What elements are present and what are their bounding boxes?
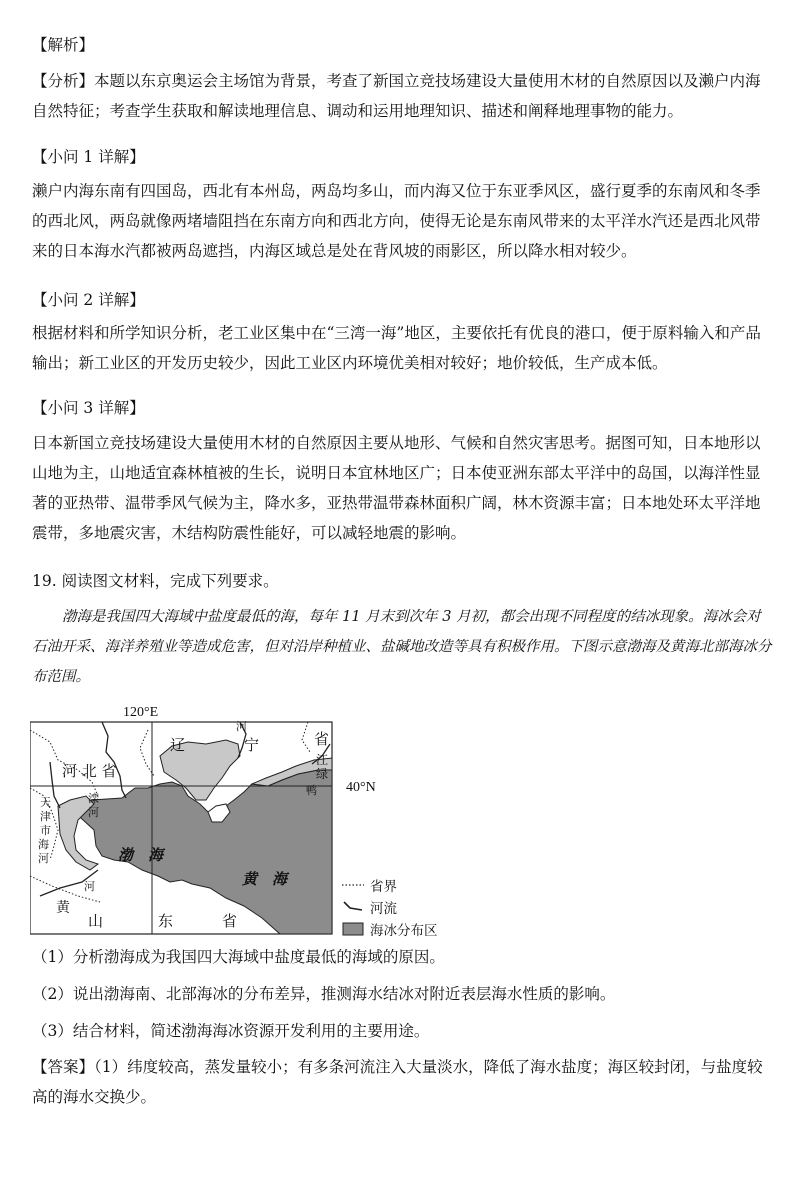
legend-river-label: 河流	[370, 901, 397, 917]
q1-heading: 【小问 1 详解】	[32, 148, 145, 166]
legend-boundary-label: 省界	[370, 879, 397, 895]
ice-legend-icon	[342, 922, 364, 936]
legend-boundary	[342, 875, 397, 895]
legend-ice	[342, 919, 438, 939]
label-bohai-1: 渤	[118, 846, 134, 864]
label-liao-river: 河	[236, 720, 247, 733]
q1-paragraph: 濑户内海东南有四国岛，西北有本州岛，两岛均多山，而内海又位于东亚季风区，盛行夏季的东南风和冬季的西北风，两岛就像两堵墙阻挡在东南方向和西北方向，使得无论是东南风带来的太平洋水汽还是西北风带来的日本海水汽都被两岛遮挡，内海区域总是处在背风坡的雨影区，所以降水相对较少。	[32, 182, 761, 260]
label-bohai-2: 海	[148, 846, 164, 864]
label-huanghai-1: 黄	[242, 870, 258, 888]
label-liao: 辽	[170, 736, 186, 754]
label-shandong-sheng: 省	[222, 912, 238, 930]
q3-paragraph: 日本新国立竞技场建设大量使用木材的自然原因主要从地形、气候和自然灾害思考。据图可知，日本地形以山地为主，山地适宜森林植被的生长，说明日本宜林地区广；日本使亚洲东部太平洋中的岛国，以海洋性显著的亚热带、温带季风气候为主，降水多，亚热带温带森林面积广阔，林木资源丰富；日本地处环太平洋地震带，多地震灾害，木结构防震性能好，可以减轻地震的影响。	[32, 434, 761, 542]
label-luan: 滦	[88, 792, 99, 805]
answer-paragraph	[32, 1052, 772, 1112]
label-luan-he: 河	[88, 806, 99, 819]
material-paragraph: 渤海是我国四大海域中盐度最低的海，每年 11 月末到次年 3 月初，都会出现不同程度的结冰现象。海冰会对石油开采、海洋养殖业等造成危害，但对沿岸种植业、盐碱地改造等具有积极作用。下图示意渤海及黄海北部海冰分布范围。	[32, 609, 772, 685]
label-jiang: 江	[316, 753, 329, 767]
sub-question-3: （3）结合材料，简述渤海海冰资源开发利用的主要用途。	[32, 1022, 430, 1040]
sub-question-1: （1）分析渤海成为我国四大海域中盐度最低的海域的原因。	[32, 948, 445, 966]
label-ya: 鸭	[306, 784, 317, 797]
analysis-heading: 【解析】	[32, 36, 95, 54]
label-dong: 东	[158, 912, 174, 930]
legend-river	[342, 897, 397, 917]
legend-ice-label: 海冰分布区	[370, 923, 438, 939]
sub-question-2: （2）说出渤海南、北部海冰的分布差异，推测海水结冰对附近表层海水性质的影响。	[32, 985, 616, 1003]
label-huanghai-2: 海	[272, 870, 288, 888]
question-19-title: 19. 阅读图文材料，完成下列要求。	[32, 572, 279, 590]
q2-paragraph: 根据材料和所学知识分析，老工业区集中在“三湾一海”地区，主要依托有优良的港口，便于原料输入和产品输出；新工业区的开发历史较少，因此工业区内环境优美相对较好；地价较低，生产成本低。	[32, 324, 761, 372]
label-lv: 绿	[316, 767, 329, 781]
q3-heading: 【小问 3 详解】	[32, 399, 145, 417]
q2-heading: 【小问 2 详解】	[32, 291, 145, 309]
label-yellow-river: 河	[84, 880, 95, 893]
label-haihe-2: 河	[38, 852, 49, 865]
label-hebei: 河 北 省	[62, 762, 117, 780]
label-ning: 宁	[244, 736, 260, 754]
analysis-paragraph	[32, 66, 772, 126]
longitude-label: 120°E	[123, 705, 159, 720]
analysis-text: 本题以东京奥运会主场馆为背景，考查了新国立竞技场建设大量使用木材的自然原因以及濑户内海自然特征；考查学生获取和解读地理信息、调动和运用地理知识、描述和阐释地理事物的能力。	[32, 72, 761, 120]
answer-text: （1）纬度较高，蒸发量较小；有多条河流注入大量淡水，降低了海水盐度；海区较封闭，与盐度较高的海水交换少。	[32, 1058, 763, 1106]
label-tianjin-2: 津	[40, 810, 51, 823]
latitude-label: 40°N	[346, 780, 376, 795]
label-tianjin-3: 市	[40, 824, 51, 837]
label-tianjin-1: 天	[40, 796, 51, 809]
label-shan: 山	[88, 912, 104, 930]
river-legend-icon	[342, 900, 364, 914]
label-huang: 黄	[56, 900, 70, 916]
boundary-legend-icon	[342, 880, 364, 890]
label-liaoning-sheng: 省	[314, 730, 330, 748]
answer-tag: 【答案】	[32, 1058, 95, 1076]
analysis-tag: 【分析】	[32, 72, 95, 90]
label-haihe-1: 海	[38, 838, 49, 851]
